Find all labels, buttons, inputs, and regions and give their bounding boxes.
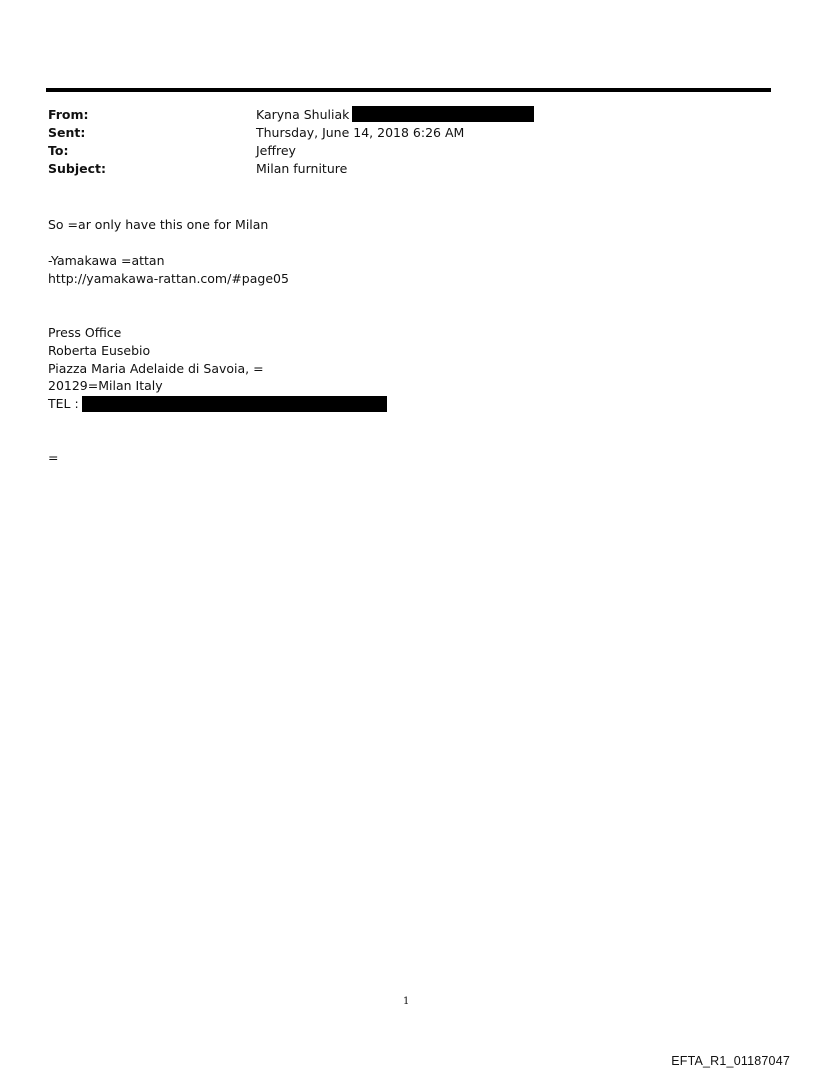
- subject-label: Subject:: [48, 161, 106, 176]
- body-link[interactable]: http://yamakawa-rattan.com/#page05: [48, 271, 289, 286]
- sent-value: Thursday, June 14, 2018 6:26 AM: [256, 125, 465, 140]
- body-trailer: =: [48, 450, 59, 465]
- body-line: So =ar only have this one for Milan: [48, 217, 269, 232]
- to-label: To:: [48, 143, 69, 158]
- redaction-box: [352, 106, 534, 122]
- signature-line: Piazza Maria Adelaide di Savoia, =: [48, 361, 264, 376]
- to-value: Jeffrey: [256, 143, 296, 158]
- subject-value: Milan furniture: [256, 161, 348, 176]
- to-row: [48, 142, 768, 160]
- from-name: Karyna Shuliak: [256, 107, 350, 122]
- body-line: -Yamakawa =attan: [48, 253, 165, 268]
- subject-row: [48, 160, 768, 178]
- from-row: [48, 106, 768, 124]
- signature-line: 20129=Milan Italy: [48, 378, 163, 393]
- from-value: [256, 106, 534, 124]
- sent-row: [48, 124, 768, 142]
- tel-line: [48, 395, 387, 413]
- redaction-box: [82, 396, 387, 412]
- signature-line: Press Office: [48, 325, 122, 340]
- header-divider: [46, 88, 771, 92]
- from-label: From:: [48, 107, 89, 122]
- tel-label: TEL :: [48, 396, 79, 411]
- document-id: EFTA_R1_01187047: [671, 1054, 790, 1068]
- sent-label: Sent:: [48, 125, 86, 140]
- page-number: 1: [403, 996, 410, 1007]
- signature-line: Roberta Eusebio: [48, 343, 151, 358]
- email-header: [48, 106, 768, 178]
